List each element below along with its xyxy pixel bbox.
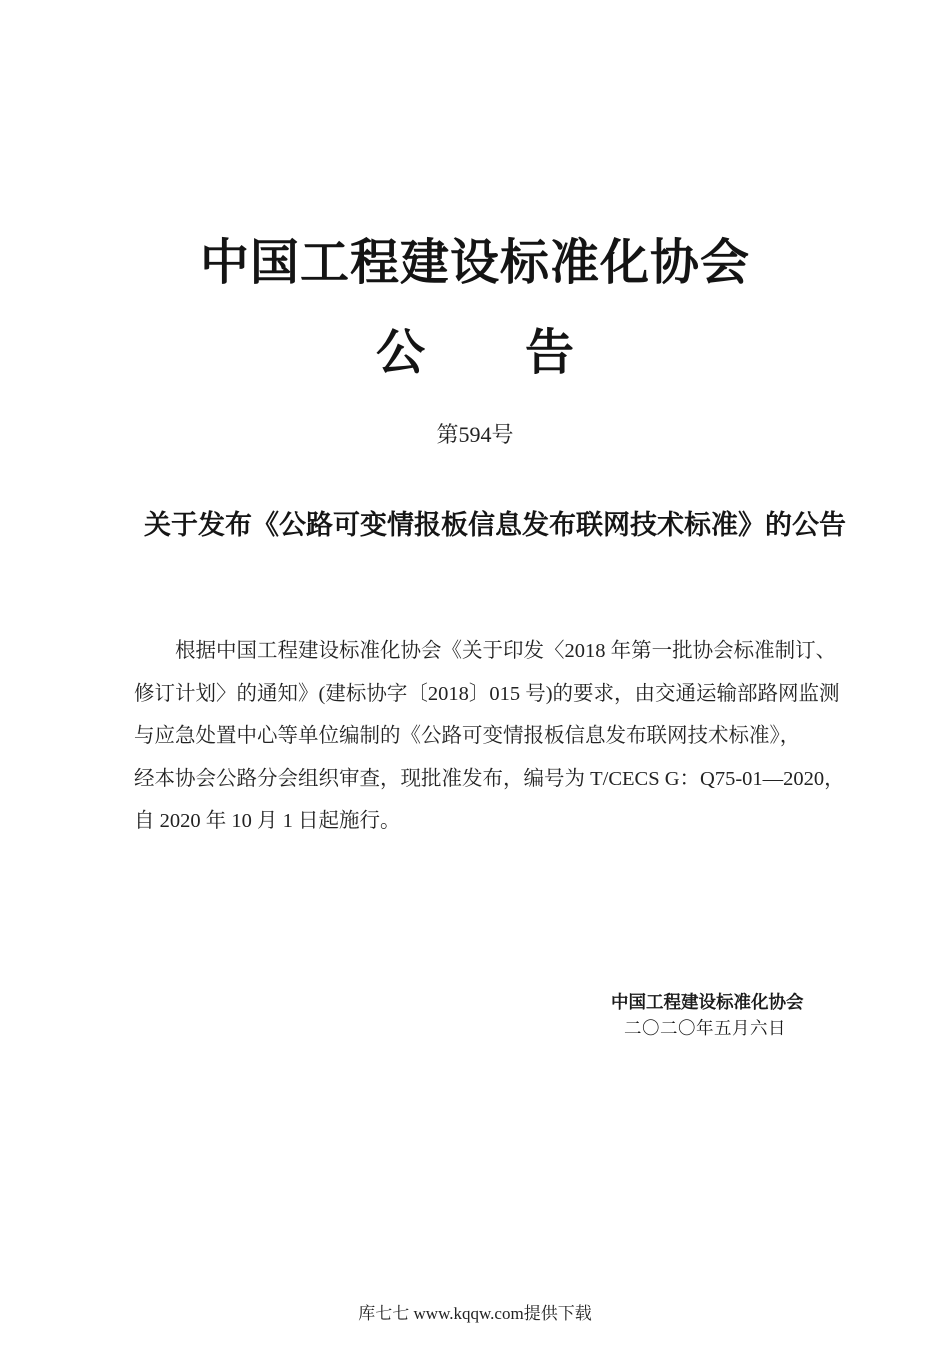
document-type-char-1: 公 xyxy=(375,323,425,381)
organization-title: 中国工程建设标准化协会 xyxy=(199,233,750,291)
document-type-heading xyxy=(0,322,950,382)
signature-organization: 中国工程建设标准化协会 xyxy=(611,993,804,1013)
body-line: 与应急处置中心等单位编制的《公路可变情报板信息发布联网技术标准》， xyxy=(134,725,801,747)
body-line: 修订计划〉的通知》(建标协字〔2018〕015 号)的要求，由交通运输部路网监测 xyxy=(134,682,840,705)
signature-date: 二〇二〇年五月六日 xyxy=(624,1019,786,1039)
notice-body xyxy=(134,630,856,843)
download-footer: 库七七 www.kqqw.com提供下载 xyxy=(358,1304,592,1323)
body-line: 经本协会公路分会组织审查，现批准发布，编号为 T/CECS G：Q75-01—2020， xyxy=(134,767,845,790)
document-type-char-2: 告 xyxy=(525,323,575,381)
signature-block xyxy=(600,990,840,1042)
notice-title: 关于发布《公路可变情报板信息发布联网技术标准》的公告 xyxy=(144,510,846,541)
document-number: 第594号 xyxy=(436,422,514,447)
body-line: 根据中国工程建设标准化协会《关于印发〈2018 年第一批协会标准制订、 xyxy=(175,640,837,662)
body-line: 自 2020 年 10 月 1 日起施行。 xyxy=(134,810,401,832)
